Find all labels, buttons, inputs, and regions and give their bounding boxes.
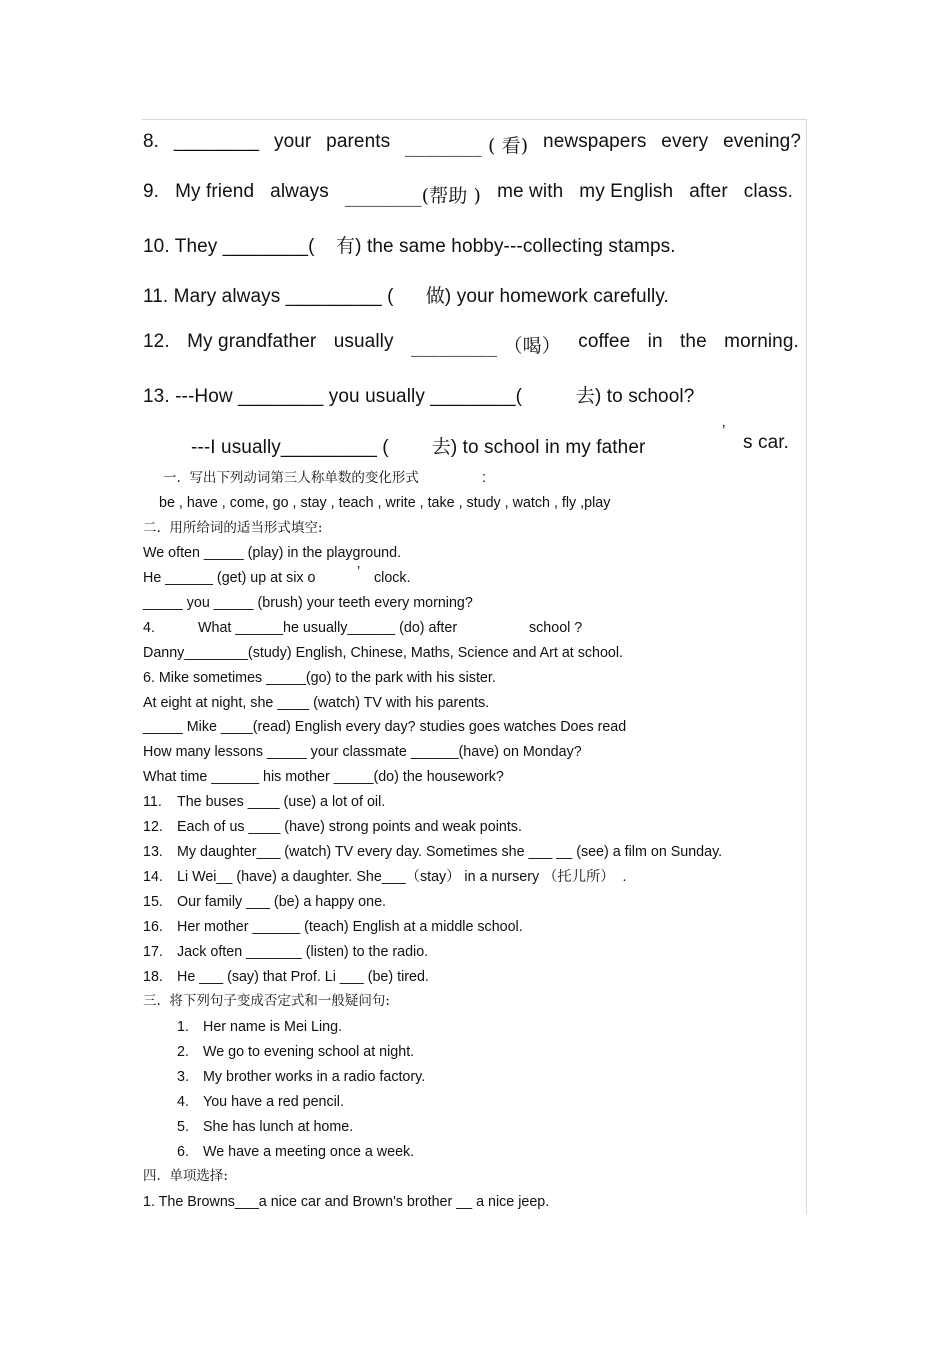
s2-num: 18. xyxy=(143,969,163,985)
s3-text: We go to evening school at night. xyxy=(203,1044,415,1060)
q12-word: usually xyxy=(333,331,394,352)
s2-item: At eight at night, she ____ (watch) TV with his parents. xyxy=(143,695,490,711)
q8-blank-2: ________ ( 看) xyxy=(405,135,529,157)
s2-text: He ___ (say) that Prof. Li ___ (be) tired. xyxy=(177,969,429,985)
s3-text: Her name is Mei Ling. xyxy=(203,1019,343,1035)
q9-word: class. xyxy=(743,181,793,202)
s3-num: 6. xyxy=(177,1144,189,1160)
s2-num: 15. xyxy=(143,894,163,910)
section-1-heading: 一. 写出下列动词第三人称单数的变化形式 xyxy=(163,470,419,486)
q8-num: 8. xyxy=(143,131,160,152)
q12-word: in xyxy=(647,331,663,352)
q9-word: me with xyxy=(497,181,564,202)
s3-text: We have a meeting once a week. xyxy=(203,1144,415,1160)
section-2-heading: 二. 用所给词的适当形式填空: xyxy=(143,520,323,536)
question-12 xyxy=(143,331,799,358)
question-8 xyxy=(143,131,801,158)
q8-word: newspapers xyxy=(543,131,647,152)
s4-item: 1. The Browns___a nice car and Brown's brother __ a nice jeep. xyxy=(143,1194,550,1210)
s3-num: 3. xyxy=(177,1069,189,1085)
q9-num: 9. xyxy=(143,181,160,202)
s2-text: Each of us ____ (have) strong points and weak points. xyxy=(177,819,522,835)
s2-item: How many lessons _____ your classmate ______(have) on Monday? xyxy=(143,744,582,760)
q9-word: My friend xyxy=(175,181,255,202)
section-4-heading: 四. 单项选择: xyxy=(143,1168,228,1184)
s2-item: _____ Mike ____(read) English every day? studies goes watches Does read xyxy=(143,719,627,735)
s2-item: _____ you _____ (brush) your teeth every morning? xyxy=(143,595,473,611)
q9-word: after xyxy=(689,181,728,202)
q8-word: your xyxy=(273,131,312,152)
q9-word: always xyxy=(270,181,329,202)
s2-text: Our family ___ (be) a happy one. xyxy=(177,894,387,910)
s3-text: She has lunch at home. xyxy=(203,1119,354,1135)
s2-item: Danny________(study) English, Chinese, Maths, Science and Art at school. xyxy=(143,645,624,661)
s2-text: My daughter___ (watch) TV every day. Sometimes she ___ __ (see) a film on Sunday. xyxy=(177,844,723,860)
question-13: 13. ---How ________ you usually ________( 去) to school? xyxy=(143,386,695,407)
s2-q4-text: What ______he usually______ (do) after xyxy=(198,620,458,636)
section-3-heading: 三. 将下列句子变成否定式和一般疑问句: xyxy=(143,993,390,1009)
s2-text: Li Wei__ (have) a daughter. She___（stay） in a nursery （托儿所） . xyxy=(177,869,627,885)
question-10: 10. They ________( 有) the same hobby---collecting stamps. xyxy=(143,236,676,257)
s3-num: 5. xyxy=(177,1119,189,1135)
s2-q4-num: 4. xyxy=(143,620,155,636)
s3-num: 2. xyxy=(177,1044,189,1060)
q12-num: 12. xyxy=(143,331,170,352)
s2-num: 13. xyxy=(143,844,163,860)
s2-item: He ______ (get) up at six o xyxy=(143,570,316,586)
s2-num: 17. xyxy=(143,944,163,960)
q9-word: my English xyxy=(579,181,674,202)
q12-word: the xyxy=(680,331,707,352)
q12-word: My grandfather xyxy=(187,331,317,352)
question-9 xyxy=(143,181,793,208)
s2-text: Her mother ______ (teach) English at a middle school. xyxy=(177,919,523,935)
question-11: 11. Mary always _________ ( 做) your homework carefully. xyxy=(143,286,669,307)
q12-word: morning. xyxy=(724,331,799,352)
q13-end: s car. xyxy=(743,432,790,453)
s2-num: 16. xyxy=(143,919,163,935)
section-1-verbs: be , have , come, go , stay , teach , write , take , study , watch , fly ,play xyxy=(159,495,611,511)
s2-item: We often _____ (play) in the playground. xyxy=(143,545,402,561)
s3-text: You have a red pencil. xyxy=(203,1094,344,1110)
question-13-answer: ---I usually_________ ( 去) to school in my father xyxy=(191,437,646,458)
s2-item: What time ______ his mother _____(do) the housework? xyxy=(143,769,504,785)
q8-word: every xyxy=(661,131,709,152)
q8-word: evening? xyxy=(723,131,801,152)
q12-word: coffee xyxy=(578,331,631,352)
s2-oclock-end: clock. xyxy=(374,570,411,586)
s2-item: 6. Mike sometimes _____(go) to the park with his sister. xyxy=(143,670,496,686)
s2-num: 14. xyxy=(143,869,163,885)
s2-oclock-apostrophe: ’ xyxy=(357,564,361,580)
s2-text: The buses ____ (use) a lot of oil. xyxy=(177,794,386,810)
q9-blank: ________(帮助 ) xyxy=(344,185,482,207)
s2-num: 12. xyxy=(143,819,163,835)
q13-apostrophe: ’ xyxy=(722,422,726,439)
s3-num: 1. xyxy=(177,1019,189,1035)
s2-q4-end: school ? xyxy=(529,620,583,636)
s3-num: 4. xyxy=(177,1094,189,1110)
section-1-heading-colon: : xyxy=(482,470,486,486)
s3-text: My brother works in a radio factory. xyxy=(203,1069,426,1085)
s2-text: Jack often _______ (listen) to the radio. xyxy=(177,944,429,960)
q12-blank: _________ （喝） xyxy=(410,335,561,357)
q8-blank-1: ________ xyxy=(173,131,260,152)
s2-num: 11. xyxy=(143,794,162,810)
q8-word: parents xyxy=(326,131,391,152)
